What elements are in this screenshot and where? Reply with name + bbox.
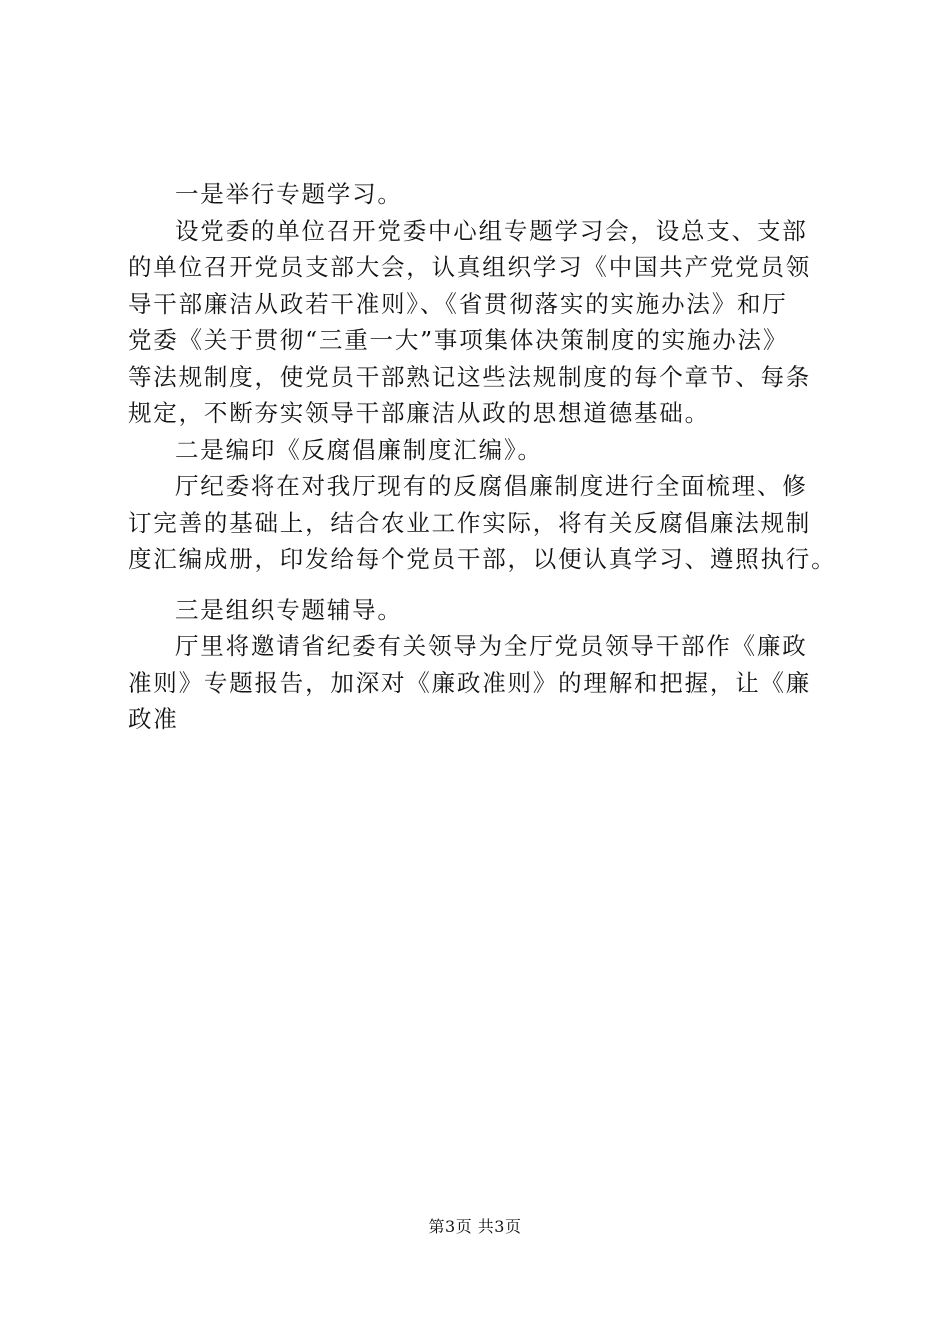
page-indicator: 第3页 共3页 bbox=[428, 1217, 522, 1236]
paragraph-line: 订完善的基础上，结合农业工作实际，将有关反腐倡廉法规制 bbox=[128, 508, 812, 537]
paragraph-line: 导干部廉洁从政若干准则》、《省贯彻落实的实施办法》和厅 bbox=[128, 289, 788, 318]
paragraph-line: 规定，不断夯实领导干部廉洁从政的思想道德基础。 bbox=[128, 399, 710, 427]
document-body bbox=[128, 176, 848, 738]
paragraph-line: 政准 bbox=[128, 705, 179, 733]
paragraph-line: 度汇编成册，印发给每个党员干部，以便认真学习、遵照执行。 bbox=[128, 545, 837, 573]
heading-line-1: 一是举行专题学习。 bbox=[175, 180, 403, 208]
paragraph-line: 党委《关于贯彻“三重一大”事项集体决策制度的实施办法》 bbox=[128, 326, 789, 354]
paragraph-line: 等法规制度，使党员干部熟记这些法规制度的每个章节、每条 bbox=[128, 362, 812, 391]
paragraph-line: 厅里将邀请省纪委有关领导为全厅党员领导干部作《廉政 bbox=[175, 632, 808, 660]
heading-line-2: 二是编印《反腐倡廉制度汇编》。 bbox=[175, 435, 543, 464]
paragraph-line: 厅纪委将在对我厅现有的反腐倡廉制度进行全面梳理、修 bbox=[175, 472, 808, 500]
paragraph-line: 准则》专题报告，加深对《廉政准则》的理解和把握，让《廉 bbox=[128, 668, 812, 697]
heading-line-3: 三是组织专题辅导。 bbox=[175, 595, 403, 624]
paragraph-line: 的单位召开党员支部大会，认真组织学习《中国共产党党员领 bbox=[128, 253, 812, 281]
page-footer bbox=[0, 1214, 950, 1237]
paragraph-line: 设党委的单位召开党委中心组专题学习会，设总支、支部 bbox=[175, 216, 808, 245]
